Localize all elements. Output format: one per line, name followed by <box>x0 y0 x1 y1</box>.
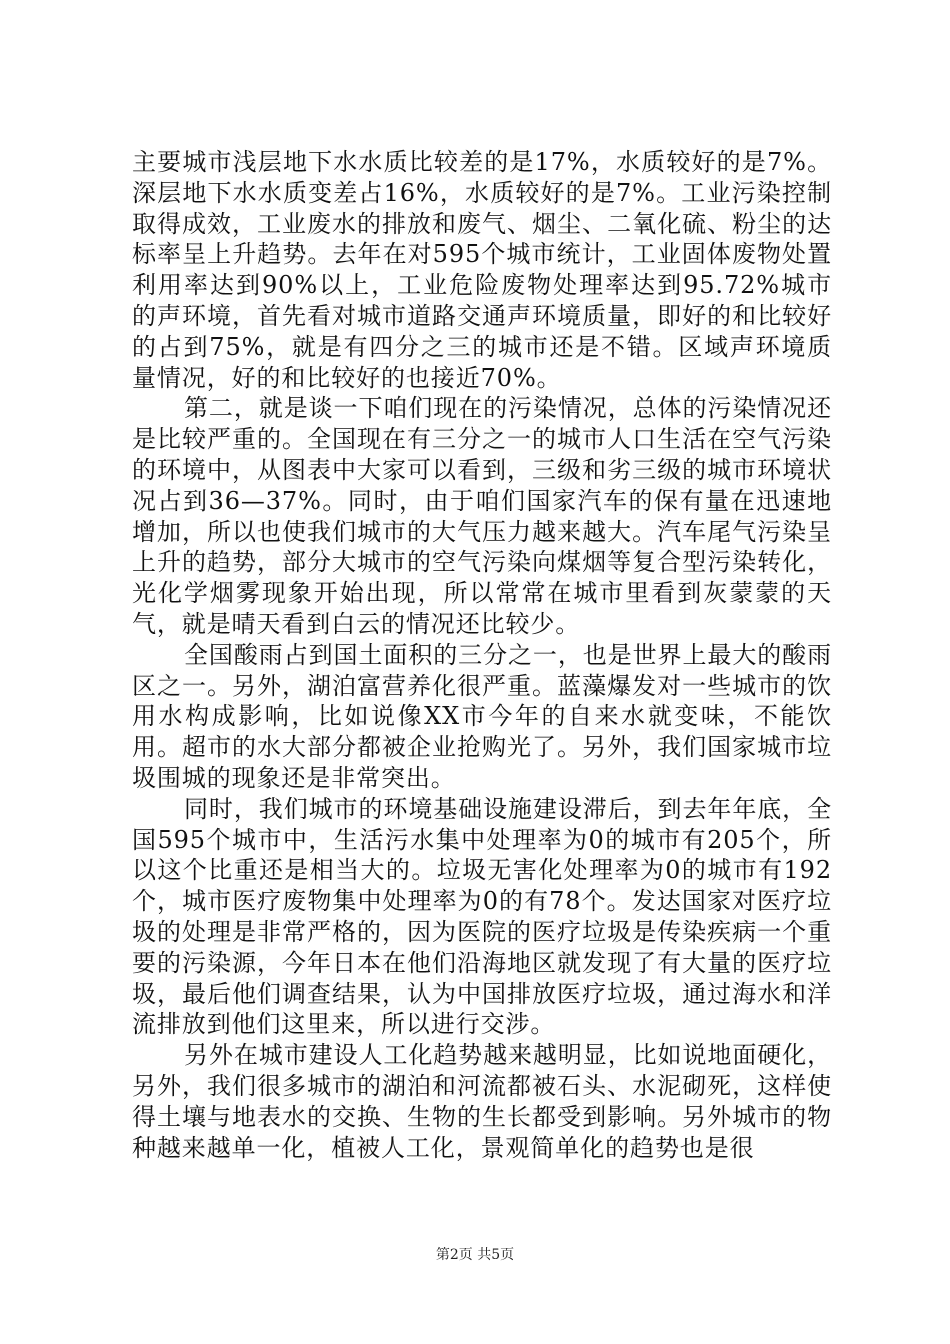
paragraph-urban-artificialization: 另外在城市建设人工化趋势越来越明显，比如说地面硬化，另外，我们很多城市的湖泊和河流都被石头、水泥砌死，这样使得土壤与地表水的交换、生物的生长都受到影响。另外城市的物种越来越单一化，植被人工化，景观简单化的趋势也是很 <box>132 1041 832 1162</box>
paragraph-acid-rain: 全国酸雨占到国土面积的三分之一，也是世界上最大的酸雨区之一。另外，湖泊富营养化很严重。蓝藻爆发对一些城市的饮用水构成影响，比如说像XX市今年的自来水就变味，不能饮用。超市的水大部分都被企业抢购光了。另外，我们国家城市垃圾围城的现象还是非常突出。 <box>132 640 832 792</box>
document-body <box>132 147 832 1163</box>
paragraph-groundwater-quality: 主要城市浅层地下水水质比较差的是17%，水质较好的是7%。深层地下水水质变差占16%，水质较好的是7%。工业污染控制取得成效，工业废水的排放和废气、烟尘、二氧化硫、粉尘的达标率呈上升趋势。去年在对595个城市统计，工业固体废物处置利用率达到90%以上，工业危险废物处理率达到95.72%城市的声环境，首先看对城市道路交通声环境质量，即好的和比较好的占到75%，就是有四分之三的城市还是不错。区域声环境质量情况，好的和比较好的也接近70%。 <box>132 148 832 392</box>
paragraph-pollution-situation: 第二，就是谈一下咱们现在的污染情况，总体的污染情况还是比较严重的。全国现在有三分之一的城市人口生活在空气污染的环境中，从图表中大家可以看到，三级和劣三级的城市环境状况占到36—37%。同时，由于咱们国家汽车的保有量在迅速地增加，所以也使我们城市的大气压力越来越大。汽车尾气污染呈上升的趋势，部分大城市的空气污染向煤烟等复合型污染转化，光化学烟雾现象开始出现，所以常常在城市里看到灰蒙蒙的天气，就是晴天看到白云的情况还比较少。 <box>132 394 832 638</box>
page-number-footer: 第2页 共5页 <box>435 1247 515 1263</box>
paragraph-infrastructure: 同时，我们城市的环境基础设施建设滞后，到去年年底，全国595个城市中，生活污水集中处理率为0的城市有205个，所以这个比重还是相当大的。垃圾无害化处理率为0的城市有192个，城市医疗废物集中处理率为0的有78个。发达国家对医疗垃圾的处理是非常严格的，因为医院的医疗垃圾是传染疾病一个重要的污染源，今年日本在他们沿海地区就发现了有大量的医疗垃圾，最后他们调查结果，认为中国排放医疗垃圾，通过海水和洋流排放到他们这里来，所以进行交涉。 <box>132 794 832 1039</box>
